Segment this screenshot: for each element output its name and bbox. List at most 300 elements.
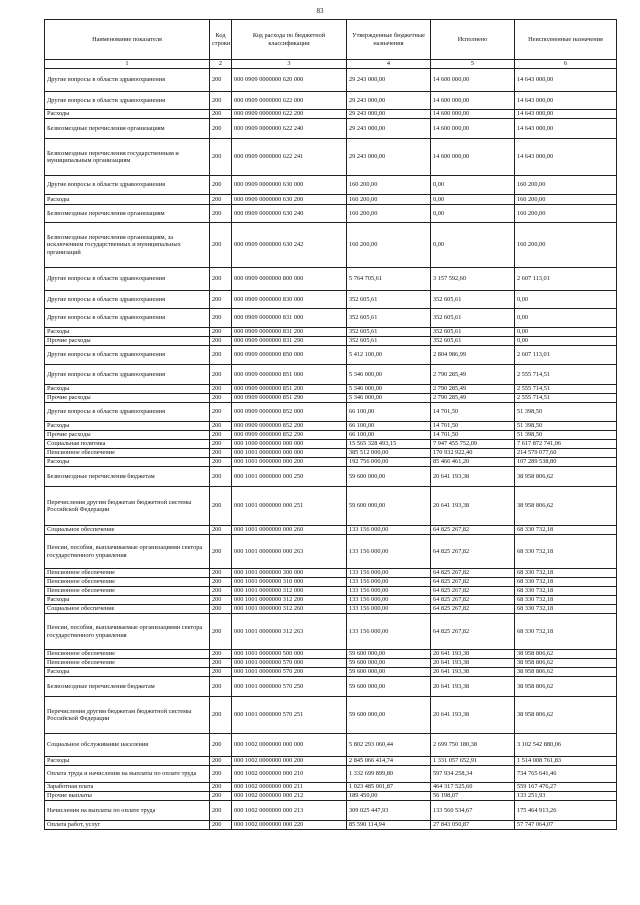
cell-unexecuted: 38 958 806,62: [515, 697, 617, 734]
table-row: [45, 205, 617, 223]
cell-code: 000 1001 0000000 000 263: [232, 535, 347, 569]
cell-code: 000 1002 0000000 000 000: [232, 734, 347, 757]
cell-unexecuted: 51 398,50: [515, 431, 617, 440]
cell-name: Пенсии, пособия, выплачиваемые организациями сектора государственного управления: [45, 535, 210, 569]
header-executed: Исполнено: [431, 20, 515, 60]
cell-code: 000 1002 0000000 000 200: [232, 757, 347, 766]
cell-unexecuted: 214 579 077,60: [515, 449, 617, 458]
cell-code: 000 0909 0000000 620 000: [232, 69, 347, 92]
cell-approved: 192 756 000,00: [347, 458, 431, 467]
cell-name: Другие вопросы в области здравоохранения: [45, 176, 210, 195]
cell-approved: 133 156 000,00: [347, 605, 431, 614]
cell-line: 200: [210, 596, 232, 605]
table-row: [45, 458, 617, 467]
cell-unexecuted: 2 607 113,01: [515, 268, 617, 291]
header-unexecuted: Неисполненные назначения: [515, 20, 617, 60]
cell-line: 200: [210, 458, 232, 467]
cell-name: Безвозмездные перечисления государственным и муниципальным организациям: [45, 139, 210, 176]
cell-line: 200: [210, 757, 232, 766]
cell-approved: 160 200,00: [347, 195, 431, 205]
cell-name: Начисления на выплаты по оплате труда: [45, 801, 210, 821]
cell-line: 200: [210, 69, 232, 92]
cell-name: Прочие расходы: [45, 431, 210, 440]
cell-name: Оплата работ, услуг: [45, 821, 210, 830]
cell-name: Социальная политика: [45, 440, 210, 449]
cell-unexecuted: 38 958 806,62: [515, 467, 617, 487]
cell-executed: 64 825 267,82: [431, 596, 515, 605]
cell-name: Расходы: [45, 110, 210, 119]
cell-code: 000 1001 0000000 000 260: [232, 526, 347, 535]
cell-approved: 29 243 000,00: [347, 110, 431, 119]
cell-code: 000 0909 0000000 851 290: [232, 394, 347, 403]
cell-code: 000 0909 0000000 831 200: [232, 328, 347, 337]
cell-code: 000 0909 0000000 831 290: [232, 337, 347, 346]
table-row: [45, 431, 617, 440]
cell-unexecuted: 14 643 000,00: [515, 110, 617, 119]
cell-unexecuted: 160 200,00: [515, 205, 617, 223]
table-body: [45, 69, 617, 830]
cell-code: 000 0909 0000000 851 200: [232, 385, 347, 394]
cell-line: 200: [210, 650, 232, 659]
cell-name: Пенсии, пособия, выплачиваемые организациями сектора государственного управления: [45, 614, 210, 650]
cell-approved: 1 023 485 001,87: [347, 783, 431, 792]
cell-name: Расходы: [45, 422, 210, 431]
table-row: [45, 587, 617, 596]
cell-approved: 160 200,00: [347, 205, 431, 223]
cell-executed: 0,00: [431, 176, 515, 195]
table-row: [45, 449, 617, 458]
cell-code: 000 0909 0000000 630 240: [232, 205, 347, 223]
cell-executed: 14 701,50: [431, 431, 515, 440]
cell-executed: 14 600 000,00: [431, 92, 515, 110]
header-approved: Утвержденные бюджетные назначения: [347, 20, 431, 60]
cell-executed: 352 605,61: [431, 328, 515, 337]
cell-approved: 133 156 000,00: [347, 569, 431, 578]
column-number: 3: [232, 60, 347, 69]
cell-approved: 133 156 000,00: [347, 526, 431, 535]
cell-name: Прочие расходы: [45, 337, 210, 346]
cell-line: 200: [210, 403, 232, 422]
cell-unexecuted: 68 330 732,18: [515, 587, 617, 596]
cell-executed: 14 701,50: [431, 403, 515, 422]
cell-name: Пенсионное обеспечение: [45, 569, 210, 578]
cell-name: Социальное обеспечение: [45, 605, 210, 614]
cell-name: Другие вопросы в области здравоохранения: [45, 69, 210, 92]
table-header-row: [45, 20, 617, 60]
cell-executed: 20 641 193,38: [431, 467, 515, 487]
cell-name: Другие вопросы в области здравоохранения: [45, 291, 210, 309]
cell-approved: 66 100,00: [347, 422, 431, 431]
cell-name: Другие вопросы в области здравоохранения: [45, 309, 210, 328]
cell-approved: 1 332 699 899,80: [347, 766, 431, 783]
cell-approved: 5 346 000,00: [347, 394, 431, 403]
table-row: [45, 328, 617, 337]
table-row: [45, 403, 617, 422]
cell-line: 200: [210, 467, 232, 487]
table-row: [45, 223, 617, 268]
cell-name: Расходы: [45, 458, 210, 467]
cell-name: Пенсионное обеспечение: [45, 449, 210, 458]
cell-name: Другие вопросы в области здравоохранения: [45, 346, 210, 365]
cell-unexecuted: 2 555 714,51: [515, 385, 617, 394]
cell-line: 200: [210, 449, 232, 458]
cell-code: 000 1001 0000000 000 250: [232, 467, 347, 487]
cell-approved: 59 600 000,00: [347, 467, 431, 487]
cell-executed: 14 600 000,00: [431, 139, 515, 176]
table-row: [45, 766, 617, 783]
cell-line: 200: [210, 422, 232, 431]
cell-code: 000 1001 0000000 000 200: [232, 458, 347, 467]
cell-executed: 56 198,07: [431, 792, 515, 801]
cell-name: Расходы: [45, 195, 210, 205]
cell-code: 000 0909 0000000 850 000: [232, 346, 347, 365]
cell-approved: 29 243 000,00: [347, 139, 431, 176]
table-row: [45, 801, 617, 821]
cell-line: 200: [210, 205, 232, 223]
cell-executed: 14 600 000,00: [431, 119, 515, 139]
cell-unexecuted: 175 464 913,26: [515, 801, 617, 821]
cell-unexecuted: 38 958 806,62: [515, 487, 617, 526]
cell-code: 000 1001 0000000 570 251: [232, 697, 347, 734]
cell-executed: 597 934 258,34: [431, 766, 515, 783]
table-row: [45, 526, 617, 535]
cell-unexecuted: 2 555 714,51: [515, 365, 617, 385]
cell-code: 000 0909 0000000 831 000: [232, 309, 347, 328]
cell-approved: 59 600 000,00: [347, 650, 431, 659]
cell-code: 000 1001 0000000 570 000: [232, 659, 347, 668]
cell-unexecuted: 38 958 806,62: [515, 659, 617, 668]
cell-executed: 64 825 267,82: [431, 526, 515, 535]
cell-executed: 14 600 000,00: [431, 69, 515, 92]
table-row: [45, 309, 617, 328]
table-row: [45, 365, 617, 385]
cell-line: 200: [210, 139, 232, 176]
column-number: 6: [515, 60, 617, 69]
cell-unexecuted: 68 330 732,18: [515, 526, 617, 535]
table-row: [45, 668, 617, 677]
cell-approved: 385 512 000,00: [347, 449, 431, 458]
cell-approved: 29 243 000,00: [347, 119, 431, 139]
cell-executed: 64 825 267,82: [431, 587, 515, 596]
cell-name: Расходы: [45, 328, 210, 337]
cell-line: 200: [210, 92, 232, 110]
column-number: 5: [431, 60, 515, 69]
cell-executed: 20 641 193,38: [431, 487, 515, 526]
cell-unexecuted: 107 289 538,80: [515, 458, 617, 467]
cell-name: Пенсионное обеспечение: [45, 587, 210, 596]
cell-name: Прочие выплаты: [45, 792, 210, 801]
cell-unexecuted: 68 330 732,18: [515, 596, 617, 605]
cell-code: 000 1002 0000000 000 211: [232, 783, 347, 792]
cell-line: 200: [210, 535, 232, 569]
table-row: [45, 783, 617, 792]
cell-line: 200: [210, 821, 232, 830]
cell-executed: 2 790 285,49: [431, 365, 515, 385]
cell-executed: 20 641 193,38: [431, 697, 515, 734]
cell-executed: 20 641 193,38: [431, 668, 515, 677]
column-number-row: [45, 60, 617, 69]
cell-executed: 20 641 193,38: [431, 677, 515, 697]
cell-line: 200: [210, 309, 232, 328]
cell-code: 000 0909 0000000 852 000: [232, 403, 347, 422]
cell-code: 000 1001 0000000 570 200: [232, 668, 347, 677]
cell-name: Социальное обслуживание населения: [45, 734, 210, 757]
cell-name: Пенсионное обеспечение: [45, 650, 210, 659]
cell-line: 200: [210, 605, 232, 614]
cell-code: 000 1002 0000000 000 213: [232, 801, 347, 821]
table-row: [45, 440, 617, 449]
cell-line: 200: [210, 291, 232, 309]
header-line-code: Код строки: [210, 20, 232, 60]
page-number: 83: [316, 7, 324, 15]
cell-line: 200: [210, 668, 232, 677]
cell-name: Безвозмездные перечисления бюджетам: [45, 677, 210, 697]
cell-line: 200: [210, 440, 232, 449]
cell-unexecuted: 51 398,50: [515, 422, 617, 431]
cell-unexecuted: 38 958 806,62: [515, 668, 617, 677]
cell-unexecuted: 2 555 714,51: [515, 394, 617, 403]
cell-line: 200: [210, 526, 232, 535]
cell-name: Расходы: [45, 668, 210, 677]
cell-unexecuted: 14 643 000,00: [515, 69, 617, 92]
cell-approved: 160 200,00: [347, 223, 431, 268]
table-row: [45, 569, 617, 578]
header-name: Наименование показателя: [45, 20, 210, 60]
cell-name: Пенсионное обеспечение: [45, 578, 210, 587]
cell-code: 000 1001 0000000 310 000: [232, 578, 347, 587]
cell-approved: 352 605,61: [347, 291, 431, 309]
cell-executed: 14 600 000,00: [431, 110, 515, 119]
cell-executed: 64 825 267,82: [431, 605, 515, 614]
cell-code: 000 0909 0000000 851 000: [232, 365, 347, 385]
cell-approved: 352 605,61: [347, 309, 431, 328]
cell-approved: 133 156 000,00: [347, 578, 431, 587]
cell-name: Другие вопросы в области здравоохранения: [45, 403, 210, 422]
cell-unexecuted: 0,00: [515, 328, 617, 337]
cell-executed: 27 843 050,87: [431, 821, 515, 830]
cell-name: Безвозмездные перечисления бюджетам: [45, 467, 210, 487]
cell-line: 200: [210, 365, 232, 385]
table-row: [45, 291, 617, 309]
cell-line: 200: [210, 346, 232, 365]
cell-code: 000 1000 0000000 000 000: [232, 440, 347, 449]
cell-executed: 352 605,61: [431, 337, 515, 346]
cell-code: 000 0909 0000000 622 000: [232, 92, 347, 110]
cell-name: Безвозмездные перечисления организациям, за исключением государственных и муниципальных организаций: [45, 223, 210, 268]
cell-unexecuted: 160 200,00: [515, 176, 617, 195]
cell-approved: 29 243 000,00: [347, 92, 431, 110]
cell-code: 000 0909 0000000 852 290: [232, 431, 347, 440]
cell-approved: 59 600 000,00: [347, 487, 431, 526]
cell-name: Заработная плата: [45, 783, 210, 792]
cell-line: 200: [210, 195, 232, 205]
column-number: 2: [210, 60, 232, 69]
cell-code: 000 1001 0000000 000 000: [232, 449, 347, 458]
cell-unexecuted: 559 167 476,27: [515, 783, 617, 792]
cell-executed: 14 701,50: [431, 422, 515, 431]
cell-approved: 59 600 000,00: [347, 677, 431, 697]
table-row: [45, 677, 617, 697]
cell-executed: 133 560 534,67: [431, 801, 515, 821]
cell-name: Другие вопросы в области здравоохранения: [45, 365, 210, 385]
column-number: 4: [347, 60, 431, 69]
cell-executed: 20 641 193,38: [431, 659, 515, 668]
cell-executed: 352 605,61: [431, 309, 515, 328]
cell-line: 200: [210, 801, 232, 821]
cell-unexecuted: 57 747 064,07: [515, 821, 617, 830]
cell-line: 200: [210, 766, 232, 783]
table-row: [45, 734, 617, 757]
cell-executed: 7 947 455 752,09: [431, 440, 515, 449]
cell-code: 000 0909 0000000 622 240: [232, 119, 347, 139]
cell-unexecuted: 160 200,00: [515, 195, 617, 205]
table-row: [45, 110, 617, 119]
table-row: [45, 596, 617, 605]
cell-approved: 5 412 100,00: [347, 346, 431, 365]
cell-executed: 464 317 525,60: [431, 783, 515, 792]
cell-unexecuted: 14 643 000,00: [515, 139, 617, 176]
table-row: [45, 821, 617, 830]
table-row: [45, 385, 617, 394]
cell-unexecuted: 38 958 806,62: [515, 650, 617, 659]
cell-approved: 59 600 000,00: [347, 697, 431, 734]
cell-executed: 2 790 285,49: [431, 394, 515, 403]
cell-code: 000 1001 0000000 312 000: [232, 587, 347, 596]
cell-name: Перечисления другим бюджетам бюджетной системы Российской Федерации: [45, 697, 210, 734]
table-row: [45, 792, 617, 801]
cell-executed: 0,00: [431, 223, 515, 268]
cell-unexecuted: 1 514 008 761,83: [515, 757, 617, 766]
cell-unexecuted: 0,00: [515, 291, 617, 309]
cell-executed: 352 605,61: [431, 291, 515, 309]
cell-line: 200: [210, 587, 232, 596]
table-row: [45, 119, 617, 139]
cell-line: 200: [210, 223, 232, 268]
table-row: [45, 697, 617, 734]
cell-executed: 85 466 461,20: [431, 458, 515, 467]
cell-name: Расходы: [45, 757, 210, 766]
cell-name: Оплата труда и начисления на выплаты по оплате труда: [45, 766, 210, 783]
cell-approved: 66 100,00: [347, 403, 431, 422]
cell-line: 200: [210, 578, 232, 587]
cell-line: 200: [210, 697, 232, 734]
cell-unexecuted: 7 617 872 741,06: [515, 440, 617, 449]
header-class-code: Код расхода по бюджетной классификации: [232, 20, 347, 60]
cell-code: 000 1001 0000000 312 200: [232, 596, 347, 605]
cell-unexecuted: 734 765 641,46: [515, 766, 617, 783]
cell-approved: 5 802 293 060,44: [347, 734, 431, 757]
cell-line: 200: [210, 569, 232, 578]
cell-unexecuted: 68 330 732,18: [515, 569, 617, 578]
cell-line: 200: [210, 176, 232, 195]
cell-line: 200: [210, 385, 232, 394]
cell-line: 200: [210, 734, 232, 757]
cell-executed: 2 804 986,99: [431, 346, 515, 365]
cell-unexecuted: 0,00: [515, 337, 617, 346]
cell-approved: 5 764 705,61: [347, 268, 431, 291]
cell-code: 000 1001 0000000 312 263: [232, 614, 347, 650]
cell-name: Прочие расходы: [45, 394, 210, 403]
cell-unexecuted: 51 398,50: [515, 403, 617, 422]
table-row: [45, 614, 617, 650]
cell-line: 200: [210, 394, 232, 403]
table-row: [45, 176, 617, 195]
cell-executed: 2 790 285,49: [431, 385, 515, 394]
cell-line: 200: [210, 783, 232, 792]
cell-executed: 64 825 267,82: [431, 614, 515, 650]
cell-unexecuted: 68 330 732,18: [515, 605, 617, 614]
cell-approved: 352 605,61: [347, 337, 431, 346]
table-row: [45, 422, 617, 431]
cell-code: 000 1001 0000000 000 251: [232, 487, 347, 526]
table-row: [45, 394, 617, 403]
cell-approved: 15 565 328 493,15: [347, 440, 431, 449]
cell-name: Социальное обеспечение: [45, 526, 210, 535]
cell-executed: 170 932 922,40: [431, 449, 515, 458]
cell-code: 000 0909 0000000 622 200: [232, 110, 347, 119]
cell-line: 200: [210, 614, 232, 650]
cell-approved: 2 845 066 414,74: [347, 757, 431, 766]
cell-approved: 59 600 000,00: [347, 659, 431, 668]
cell-unexecuted: 160 200,00: [515, 223, 617, 268]
cell-name: Безвозмездные перечисления организациям: [45, 119, 210, 139]
cell-unexecuted: 2 607 113,01: [515, 346, 617, 365]
cell-unexecuted: 3 102 542 880,06: [515, 734, 617, 757]
cell-line: 200: [210, 431, 232, 440]
cell-approved: 133 156 000,00: [347, 614, 431, 650]
cell-name: Безвозмездные перечисления организациям: [45, 205, 210, 223]
cell-name: Расходы: [45, 596, 210, 605]
cell-approved: 66 100,00: [347, 431, 431, 440]
cell-code: 000 0909 0000000 630 200: [232, 195, 347, 205]
table-row: [45, 92, 617, 110]
table-row: [45, 337, 617, 346]
cell-executed: 2 699 750 180,38: [431, 734, 515, 757]
cell-approved: 5 346 000,00: [347, 385, 431, 394]
cell-approved: 5 346 000,00: [347, 365, 431, 385]
cell-unexecuted: 14 643 000,00: [515, 119, 617, 139]
cell-name: Пенсионное обеспечение: [45, 659, 210, 668]
cell-unexecuted: 0,00: [515, 309, 617, 328]
column-number: 1: [45, 60, 210, 69]
table-row: [45, 139, 617, 176]
cell-unexecuted: 38 958 806,62: [515, 677, 617, 697]
cell-executed: 64 825 267,82: [431, 569, 515, 578]
cell-executed: 3 157 592,60: [431, 268, 515, 291]
cell-approved: 352 605,61: [347, 328, 431, 337]
cell-approved: 309 025 447,93: [347, 801, 431, 821]
cell-approved: 133 156 000,00: [347, 587, 431, 596]
cell-approved: 133 156 000,00: [347, 535, 431, 569]
cell-line: 200: [210, 337, 232, 346]
cell-approved: 160 200,00: [347, 176, 431, 195]
cell-code: 000 0909 0000000 800 000: [232, 268, 347, 291]
cell-executed: 64 825 267,82: [431, 535, 515, 569]
cell-executed: 64 825 267,82: [431, 578, 515, 587]
cell-line: 200: [210, 328, 232, 337]
cell-executed: 20 641 193,38: [431, 650, 515, 659]
cell-unexecuted: 14 643 000,00: [515, 92, 617, 110]
cell-line: 200: [210, 268, 232, 291]
table-row: [45, 346, 617, 365]
cell-approved: 59 600 000,00: [347, 668, 431, 677]
cell-line: 200: [210, 119, 232, 139]
cell-code: 000 1002 0000000 000 220: [232, 821, 347, 830]
cell-unexecuted: 68 330 732,18: [515, 578, 617, 587]
cell-line: 200: [210, 677, 232, 697]
cell-unexecuted: 68 330 732,18: [515, 535, 617, 569]
cell-line: 200: [210, 487, 232, 526]
